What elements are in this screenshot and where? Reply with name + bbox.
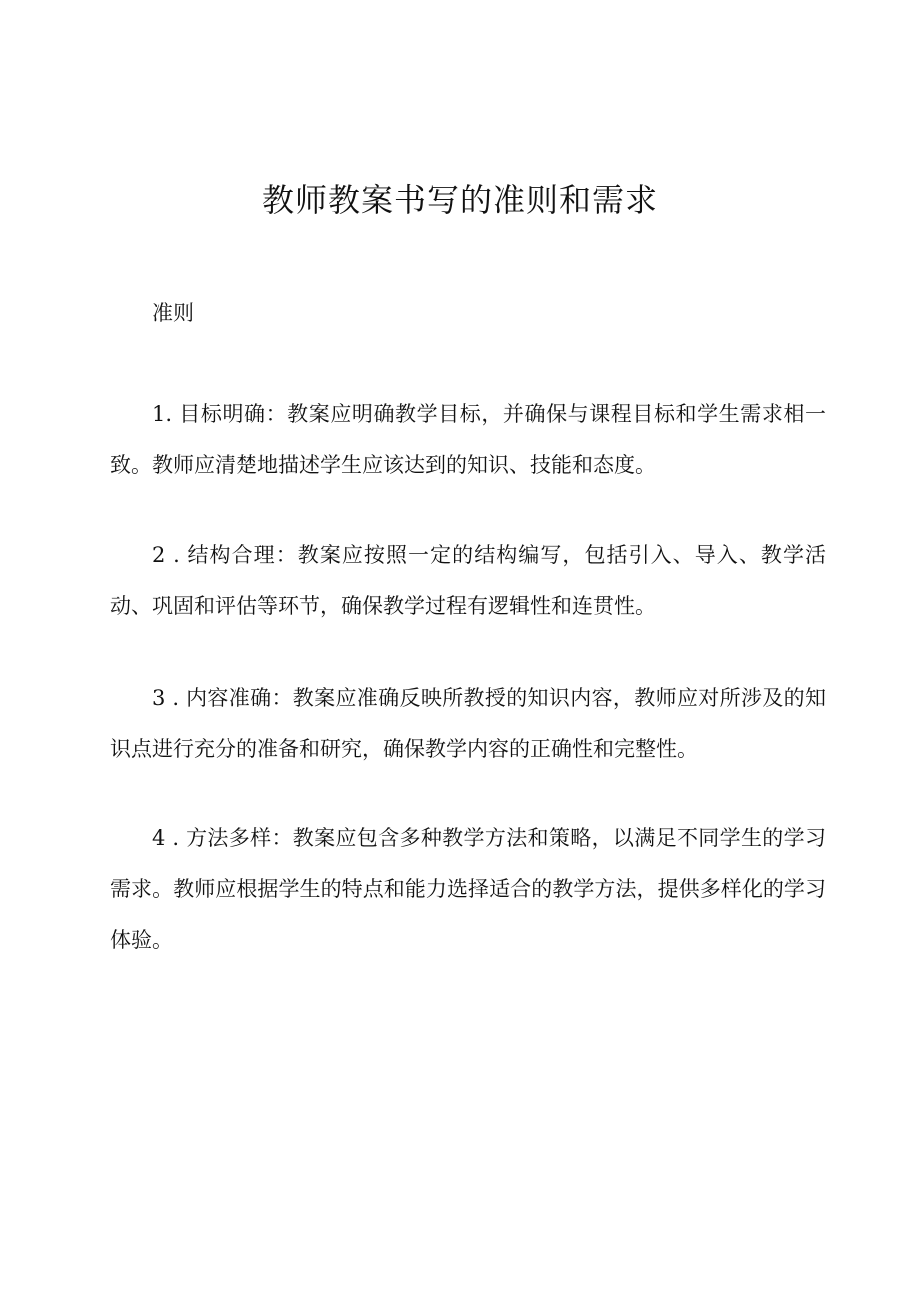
- paragraph-2: 2 . 结构合理：教案应按照一定的结构编写，包括引入、导入、教学活动、巩固和评估等环节，确保教学过程有逻辑性和连贯性。: [110, 543, 826, 618]
- paragraph-3: 3 . 内容准确：教案应准确反映所教授的知识内容，教师应对所涉及的知识点进行充分的准备和研究，确保教学内容的正确性和完整性。: [110, 686, 826, 761]
- paragraph-4: 4 . 方法多样：教案应包含多种教学方法和策略，以满足不同学生的学习需求。教师应根据学生的特点和能力选择适合的教学方法，提供多样化的学习体验。: [110, 826, 826, 952]
- section-heading: 准则: [152, 301, 194, 325]
- document-title: 教师教案书写的准则和需求: [261, 181, 658, 219]
- paragraph-1: 1. 目标明确：教案应明确教学目标，并确保与课程目标和学生需求相一致。教师应清楚地描述学生应该达到的知识、技能和态度。: [110, 402, 826, 477]
